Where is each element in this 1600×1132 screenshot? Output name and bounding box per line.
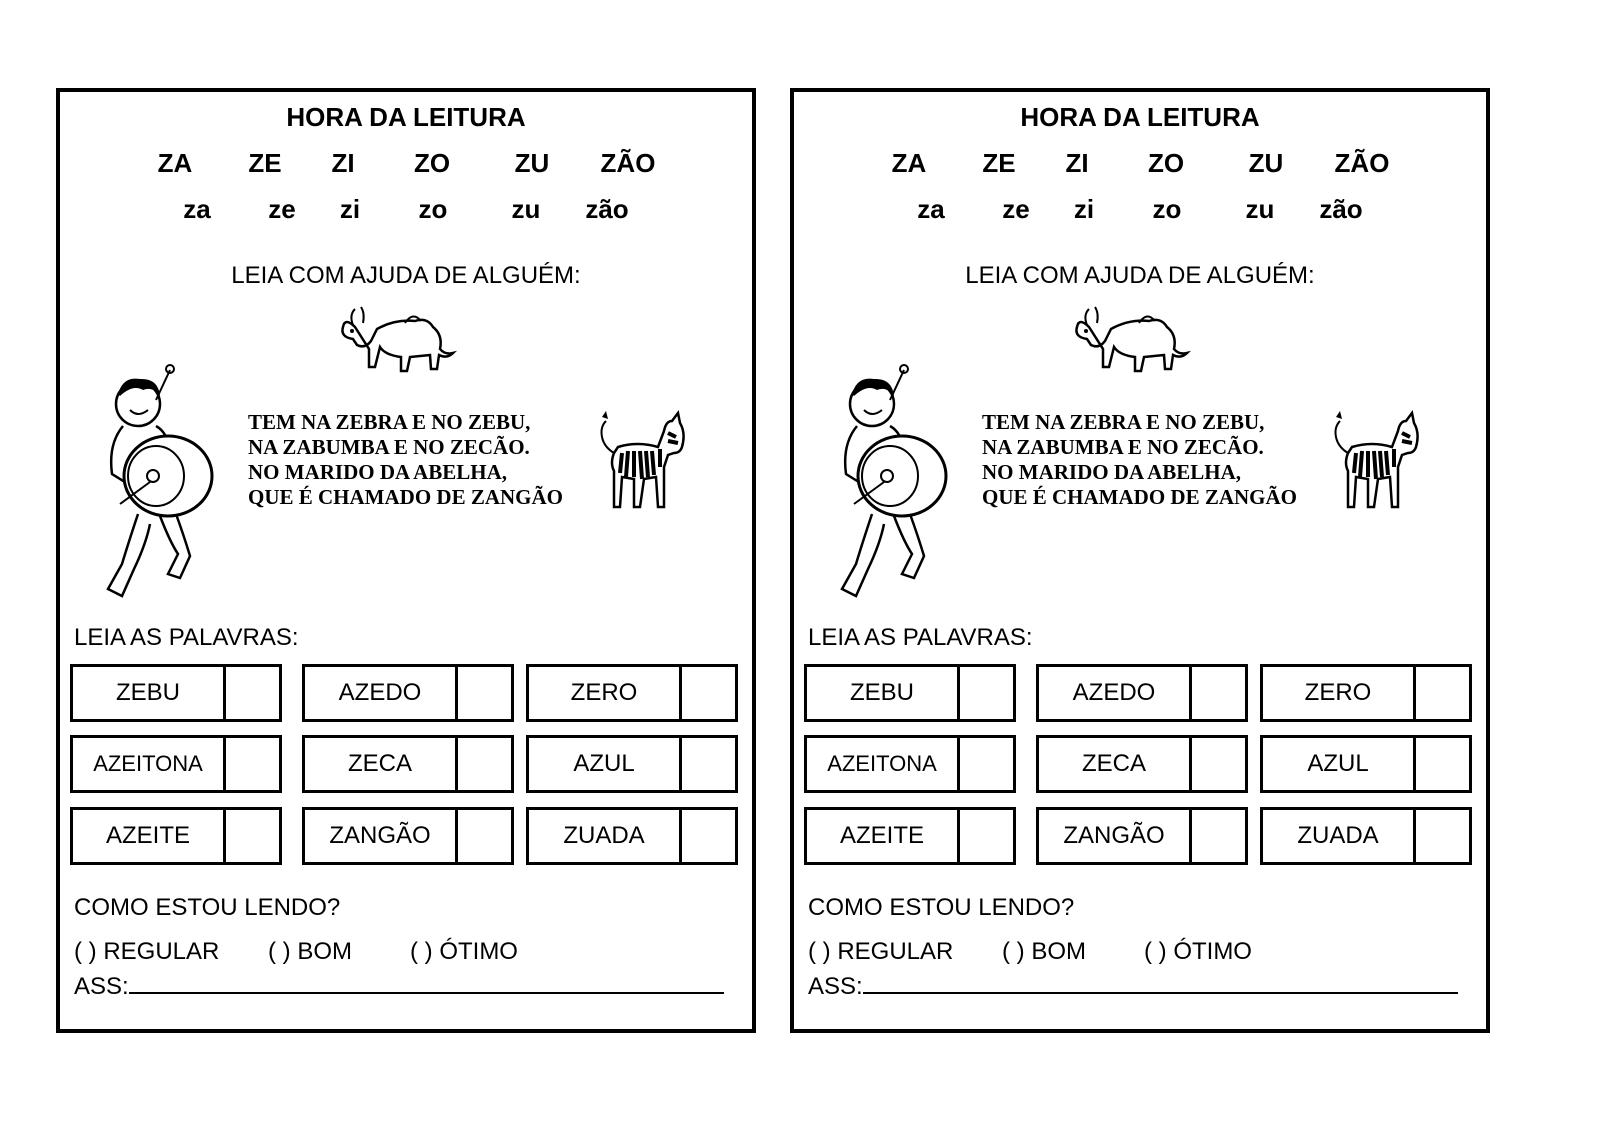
syllable-upper: ZE	[248, 148, 282, 178]
word-checkbox[interactable]	[682, 810, 735, 862]
signature-line[interactable]	[129, 972, 724, 994]
word-checkbox[interactable]	[960, 667, 1013, 719]
word-checkbox[interactable]	[458, 810, 511, 862]
rhyme-text	[982, 410, 1297, 510]
reading-card-right	[790, 88, 1490, 1033]
syllable-upper: ZU	[514, 148, 550, 178]
rhyme-line: NA ZABUMBA E NO ZECÃO.	[248, 435, 530, 459]
word-box	[70, 807, 282, 865]
syllable-lower: zo	[418, 194, 448, 224]
syllable-upper: ZÃO	[1334, 148, 1390, 178]
rating-option-regular[interactable]: ( ) REGULAR	[74, 938, 220, 965]
zebu-ox-icon	[1069, 297, 1194, 377]
syllable-upper: ZO	[1147, 148, 1185, 178]
syllable-lower: ze	[268, 194, 296, 224]
word-box	[302, 807, 514, 865]
word-box	[302, 735, 514, 793]
word-checkbox[interactable]	[458, 667, 511, 719]
word-checkbox[interactable]	[682, 667, 735, 719]
word-checkbox[interactable]	[1192, 738, 1245, 790]
word-box	[804, 664, 1016, 722]
rating-option-regular[interactable]: ( ) REGULAR	[808, 938, 954, 965]
syllable-upper: ZE	[982, 148, 1016, 178]
signature-label: ASS:	[74, 973, 129, 1000]
syllable-lower: zu	[511, 194, 541, 224]
word-label: ZEBU	[73, 667, 226, 719]
word-box	[1036, 735, 1248, 793]
syllable-lower: zo	[1152, 194, 1182, 224]
words-heading: LEIA AS PALAVRAS:	[808, 624, 1033, 651]
word-checkbox[interactable]	[458, 738, 511, 790]
reading-question: COMO ESTOU LENDO?	[808, 894, 1075, 921]
word-label: AZEDO	[305, 667, 458, 719]
syllable-upper: ZI	[1065, 148, 1089, 178]
zebra-icon	[598, 407, 688, 519]
rhyme-line: QUE É CHAMADO DE ZANGÃO	[982, 485, 1298, 509]
zebra-icon	[1332, 407, 1422, 519]
word-box	[526, 735, 738, 793]
signature-label: ASS:	[808, 973, 863, 1000]
word-label: ZECA	[305, 738, 458, 790]
zebu-ox-icon	[335, 297, 460, 377]
word-label: ZEBU	[807, 667, 960, 719]
syllable-lower: zi	[1073, 194, 1095, 224]
drummer-boy-icon	[832, 364, 952, 604]
word-checkbox[interactable]	[1416, 738, 1469, 790]
syllable-upper: ZI	[331, 148, 355, 178]
word-label: ZERO	[529, 667, 682, 719]
word-box	[1036, 664, 1248, 722]
word-checkbox[interactable]	[960, 810, 1013, 862]
syllable-upper: ZO	[413, 148, 451, 178]
card-title: HORA DA LEITURA	[286, 102, 526, 132]
syllable-lower: za	[183, 194, 211, 224]
rhyme-line: TEM NA ZEBRA E NO ZEBU,	[982, 410, 1265, 434]
syllable-lower: za	[917, 194, 945, 224]
rating-option-otimo[interactable]: ( ) ÓTIMO	[1144, 938, 1252, 965]
word-label: AZEDO	[1039, 667, 1192, 719]
syllable-upper: ZA	[157, 148, 193, 178]
syllable-upper: ZU	[1248, 148, 1284, 178]
rhyme-line: NA ZABUMBA E NO ZECÃO.	[982, 435, 1264, 459]
reading-question: COMO ESTOU LENDO?	[74, 894, 341, 921]
card-title: HORA DA LEITURA	[1020, 102, 1260, 132]
word-box	[70, 664, 282, 722]
drummer-boy-icon	[98, 364, 218, 604]
word-label: AZEITE	[807, 810, 960, 862]
word-checkbox[interactable]	[682, 738, 735, 790]
rhyme-line: NO MARIDO DA ABELHA,	[982, 460, 1242, 484]
word-checkbox[interactable]	[226, 738, 279, 790]
word-checkbox[interactable]	[1416, 810, 1469, 862]
rhyme-line: NO MARIDO DA ABELHA,	[248, 460, 508, 484]
rhyme-line: QUE É CHAMADO DE ZANGÃO	[248, 485, 564, 509]
word-box	[1260, 735, 1472, 793]
word-label: AZEITONA	[73, 738, 226, 790]
word-label: ZECA	[1039, 738, 1192, 790]
syllable-lower: zi	[339, 194, 361, 224]
signature-field[interactable]	[74, 972, 724, 1001]
reading-card-left	[56, 88, 756, 1033]
syllable-upper: ZÃO	[600, 148, 656, 178]
words-heading: LEIA AS PALAVRAS:	[74, 624, 299, 651]
word-box	[70, 735, 282, 793]
word-checkbox[interactable]	[1416, 667, 1469, 719]
syllable-lower: ze	[1002, 194, 1030, 224]
signature-line[interactable]	[863, 972, 1458, 994]
instruction-text: LEIA COM AJUDA DE ALGUÉM:	[231, 262, 581, 289]
rating-option-bom[interactable]: ( ) BOM	[268, 938, 352, 965]
word-label: ZERO	[1263, 667, 1416, 719]
rating-option-otimo[interactable]: ( ) ÓTIMO	[410, 938, 518, 965]
word-checkbox[interactable]	[1192, 810, 1245, 862]
word-box	[804, 807, 1016, 865]
rating-option-bom[interactable]: ( ) BOM	[1002, 938, 1086, 965]
word-label: AZUL	[1263, 738, 1416, 790]
word-box	[302, 664, 514, 722]
word-label: ZUADA	[529, 810, 682, 862]
instruction-text: LEIA COM AJUDA DE ALGUÉM:	[965, 262, 1315, 289]
word-box	[1260, 807, 1472, 865]
syllable-lower: zão	[1319, 194, 1363, 224]
rhyme-text	[248, 410, 563, 510]
signature-field[interactable]	[808, 972, 1458, 1001]
word-box	[1036, 807, 1248, 865]
word-box	[526, 807, 738, 865]
word-checkbox[interactable]	[226, 667, 279, 719]
syllable-lower: zão	[585, 194, 629, 224]
word-checkbox[interactable]	[1192, 667, 1245, 719]
word-label: AZEITONA	[807, 738, 960, 790]
word-box	[1260, 664, 1472, 722]
word-box	[804, 735, 1016, 793]
word-label: ZANGÃO	[305, 810, 458, 862]
word-checkbox[interactable]	[226, 810, 279, 862]
syllable-upper: ZA	[891, 148, 927, 178]
word-label: AZEITE	[73, 810, 226, 862]
word-label: ZANGÃO	[1039, 810, 1192, 862]
rhyme-line: TEM NA ZEBRA E NO ZEBU,	[248, 410, 531, 434]
word-label: ZUADA	[1263, 810, 1416, 862]
syllable-lower: zu	[1245, 194, 1275, 224]
word-box	[526, 664, 738, 722]
word-checkbox[interactable]	[960, 738, 1013, 790]
word-label: AZUL	[529, 738, 682, 790]
